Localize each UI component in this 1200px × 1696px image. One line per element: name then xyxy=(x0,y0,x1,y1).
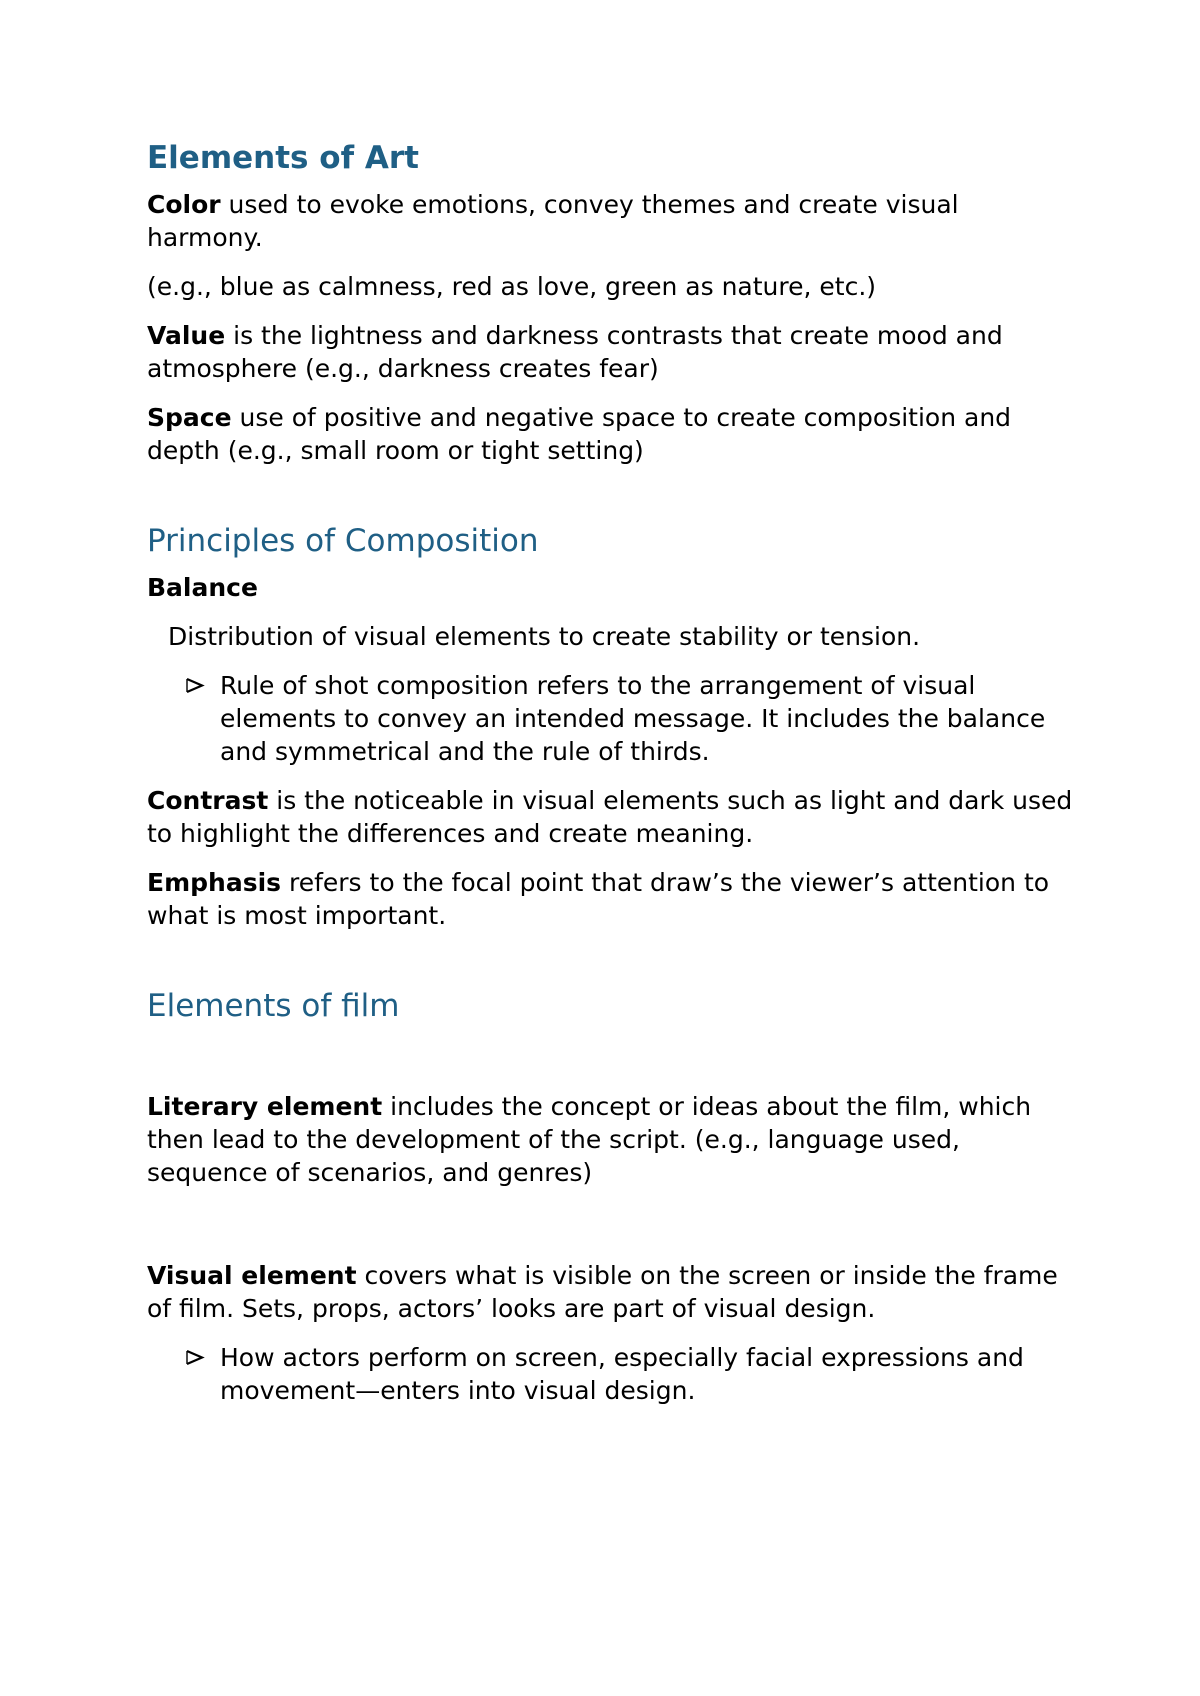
term-emphasis: Emphasis xyxy=(147,868,282,897)
paragraph-visual-element xyxy=(147,1259,1077,1325)
text-value: is the lightness and darkness contrasts that create mood and atmosphere (e.g., darkness creates fear) xyxy=(147,321,1003,383)
term-literary-element: Literary element xyxy=(147,1092,383,1121)
text-space: use of positive and negative space to create composition and depth (e.g., small room or tight setting) xyxy=(147,403,1012,465)
paragraph-color-example: (e.g., blue as calmness, red as love, green as nature, etc.) xyxy=(147,272,877,301)
text-literary-element: includes the concept or ideas about the film, which then lead to the development of the script. (e.g., language used, sequence of scenarios, and genres) xyxy=(147,1092,1032,1187)
term-space: Space xyxy=(147,403,232,432)
term-color: Color xyxy=(147,190,221,219)
heading-principles-of-composition: Principles of Composition xyxy=(147,523,539,559)
term-value: Value xyxy=(147,321,226,350)
term-balance xyxy=(147,571,1077,604)
paragraph-space xyxy=(147,401,1077,467)
text-contrast: is the noticeable in visual elements such as light and dark used to highlight the differences and create meaning. xyxy=(147,786,1073,848)
balance-label: Balance xyxy=(147,573,258,602)
bullet-text-rule-of-shot: Rule of shot composition refers to the arrangement of visual elements to convey an intended message. It includes the balance and symmetrical and the rule of thirds. xyxy=(220,671,1046,766)
balance-bullet-list xyxy=(147,669,1077,768)
arrow-bullet-icon xyxy=(183,669,207,702)
bullet-text-actors-perform: How actors perform on screen, especially facial expressions and movement—enters into visual design. xyxy=(220,1343,1024,1405)
list-item xyxy=(147,669,1077,768)
paragraph-contrast xyxy=(147,784,1077,850)
heading-elements-of-film: Elements of film xyxy=(147,988,400,1024)
paragraph-balance-definition: Distribution of visual elements to create stability or tension. xyxy=(168,622,921,651)
paragraph-value xyxy=(147,319,1077,385)
arrow-bullet-icon xyxy=(183,1341,207,1374)
text-visual-element: covers what is visible on the screen or inside the frame of film. Sets, props, actors’ looks are part of visual design. xyxy=(147,1261,1058,1323)
visual-bullet-list xyxy=(147,1341,1077,1407)
text-emphasis: refers to the focal point that draw’s the viewer’s attention to what is most important. xyxy=(147,868,1050,930)
list-item xyxy=(147,1341,1077,1407)
term-contrast: Contrast xyxy=(147,786,269,815)
paragraph-emphasis xyxy=(147,866,1077,932)
paragraph-color xyxy=(147,188,1077,254)
paragraph-literary-element xyxy=(147,1090,1077,1189)
heading-elements-of-art: Elements of Art xyxy=(147,140,419,176)
text-color: used to evoke emotions, convey themes and create visual harmony. xyxy=(147,190,959,252)
document-page xyxy=(147,138,1077,1423)
term-visual-element: Visual element xyxy=(147,1261,357,1290)
